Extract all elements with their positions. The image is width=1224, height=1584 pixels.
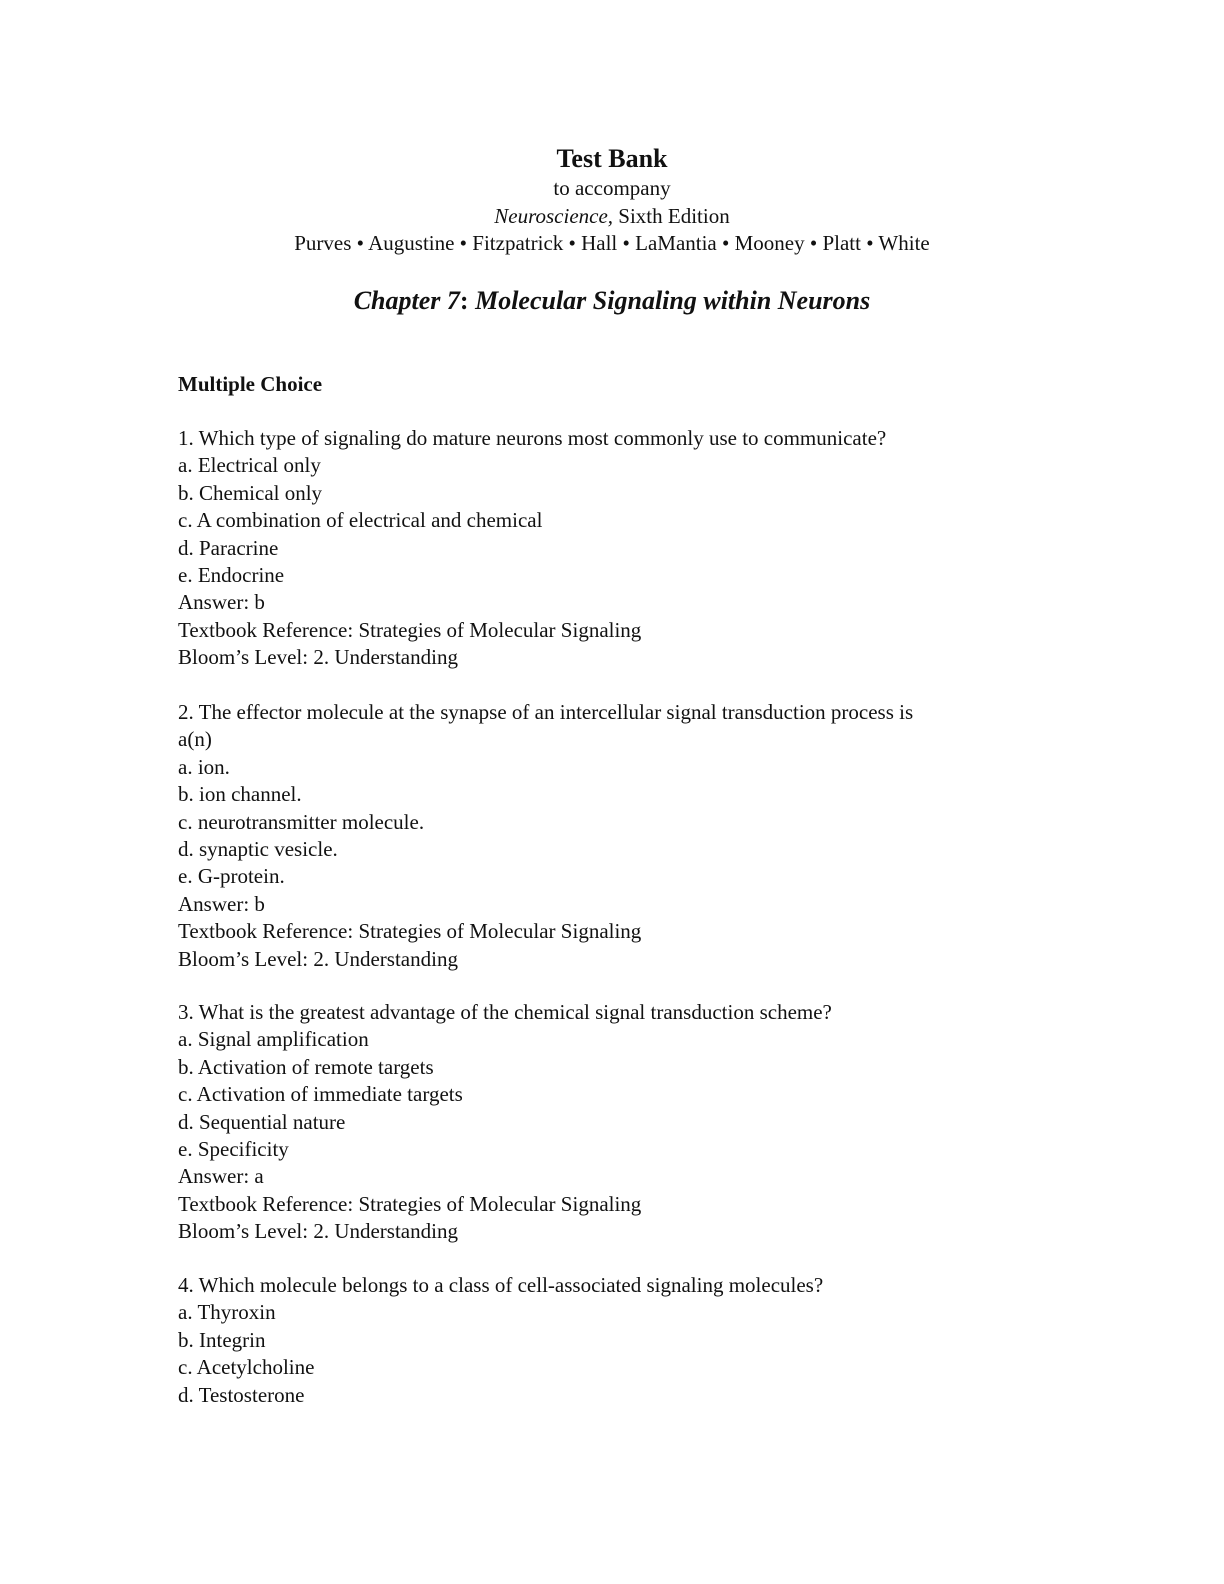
textbook-reference: Textbook Reference: Strategies of Molecular Signaling: [178, 617, 642, 642]
textbook-reference: Textbook Reference: Strategies of Molecular Signaling: [178, 919, 642, 944]
blooms-level: Bloom’s Level: 2. Understanding: [178, 946, 458, 971]
question-stem-line-2: a(n): [178, 727, 212, 752]
answer-option: c. A combination of electrical and chemical: [178, 508, 543, 533]
authors-line: Purves • Augustine • Fitzpatrick • Hall • LaMantia • Mooney • Platt • White: [294, 231, 930, 255]
answer-option: d. Sequential nature: [178, 1109, 346, 1134]
answer-key: Answer: a: [178, 1164, 264, 1189]
book-line: [0, 203, 1224, 231]
book-title: Neuroscience,: [494, 203, 614, 228]
question-stem: 3. What is the greatest advantage of the chemical signal transduction scheme?: [178, 1000, 832, 1024]
answer-option: c. neurotransmitter molecule.: [178, 809, 425, 834]
question-4: [178, 1272, 1038, 1409]
question-stem-line-1: 2. The effector molecule at the synapse of an intercellular signal transduction process is: [178, 700, 914, 724]
answer-option: b. Integrin: [178, 1327, 266, 1352]
document-header: [0, 143, 1224, 258]
chapter-colon: :: [459, 286, 469, 315]
chapter-heading: [0, 284, 1224, 318]
answer-option: e. Specificity: [178, 1137, 289, 1162]
answer-option: a. ion.: [178, 754, 230, 779]
answer-option: d. Paracrine: [178, 535, 279, 560]
document-subtitle: to accompany: [553, 176, 671, 200]
answer-option: b. ion channel.: [178, 782, 302, 807]
chapter-title: Molecular Signaling within Neurons: [468, 286, 871, 315]
book-edition: Sixth Edition: [613, 203, 730, 228]
answer-key: Answer: b: [178, 590, 265, 615]
question-2: [178, 699, 1038, 973]
answer-option: c. Activation of immediate targets: [178, 1082, 463, 1107]
blooms-level: Bloom’s Level: 2. Understanding: [178, 1219, 458, 1244]
question-3: [178, 999, 1038, 1246]
answer-option: c. Acetylcholine: [178, 1355, 315, 1380]
blooms-level: Bloom’s Level: 2. Understanding: [178, 645, 458, 670]
question-stem: 1. Which type of signaling do mature neurons most commonly use to communicate?: [178, 426, 887, 450]
question-1: [178, 425, 1038, 672]
answer-option: a. Signal amplification: [178, 1027, 369, 1052]
answer-key: Answer: b: [178, 891, 265, 916]
question-stem: 4. Which molecule belongs to a class of cell-associated signaling molecules?: [178, 1273, 824, 1297]
answer-option: e. Endocrine: [178, 563, 285, 588]
answer-option: e. G-protein.: [178, 864, 285, 889]
chapter-label: Chapter 7: [353, 286, 460, 315]
answer-option: a. Thyroxin: [178, 1300, 276, 1325]
answer-option: b. Activation of remote targets: [178, 1054, 434, 1079]
textbook-reference: Textbook Reference: Strategies of Molecular Signaling: [178, 1191, 642, 1216]
section-heading: Multiple Choice: [178, 372, 323, 396]
answer-option: d. synaptic vesicle.: [178, 837, 338, 862]
document-title: Test Bank: [556, 144, 668, 173]
answer-option: a. Electrical only: [178, 453, 321, 478]
answer-option: b. Chemical only: [178, 480, 323, 505]
answer-option: d. Testosterone: [178, 1382, 305, 1407]
